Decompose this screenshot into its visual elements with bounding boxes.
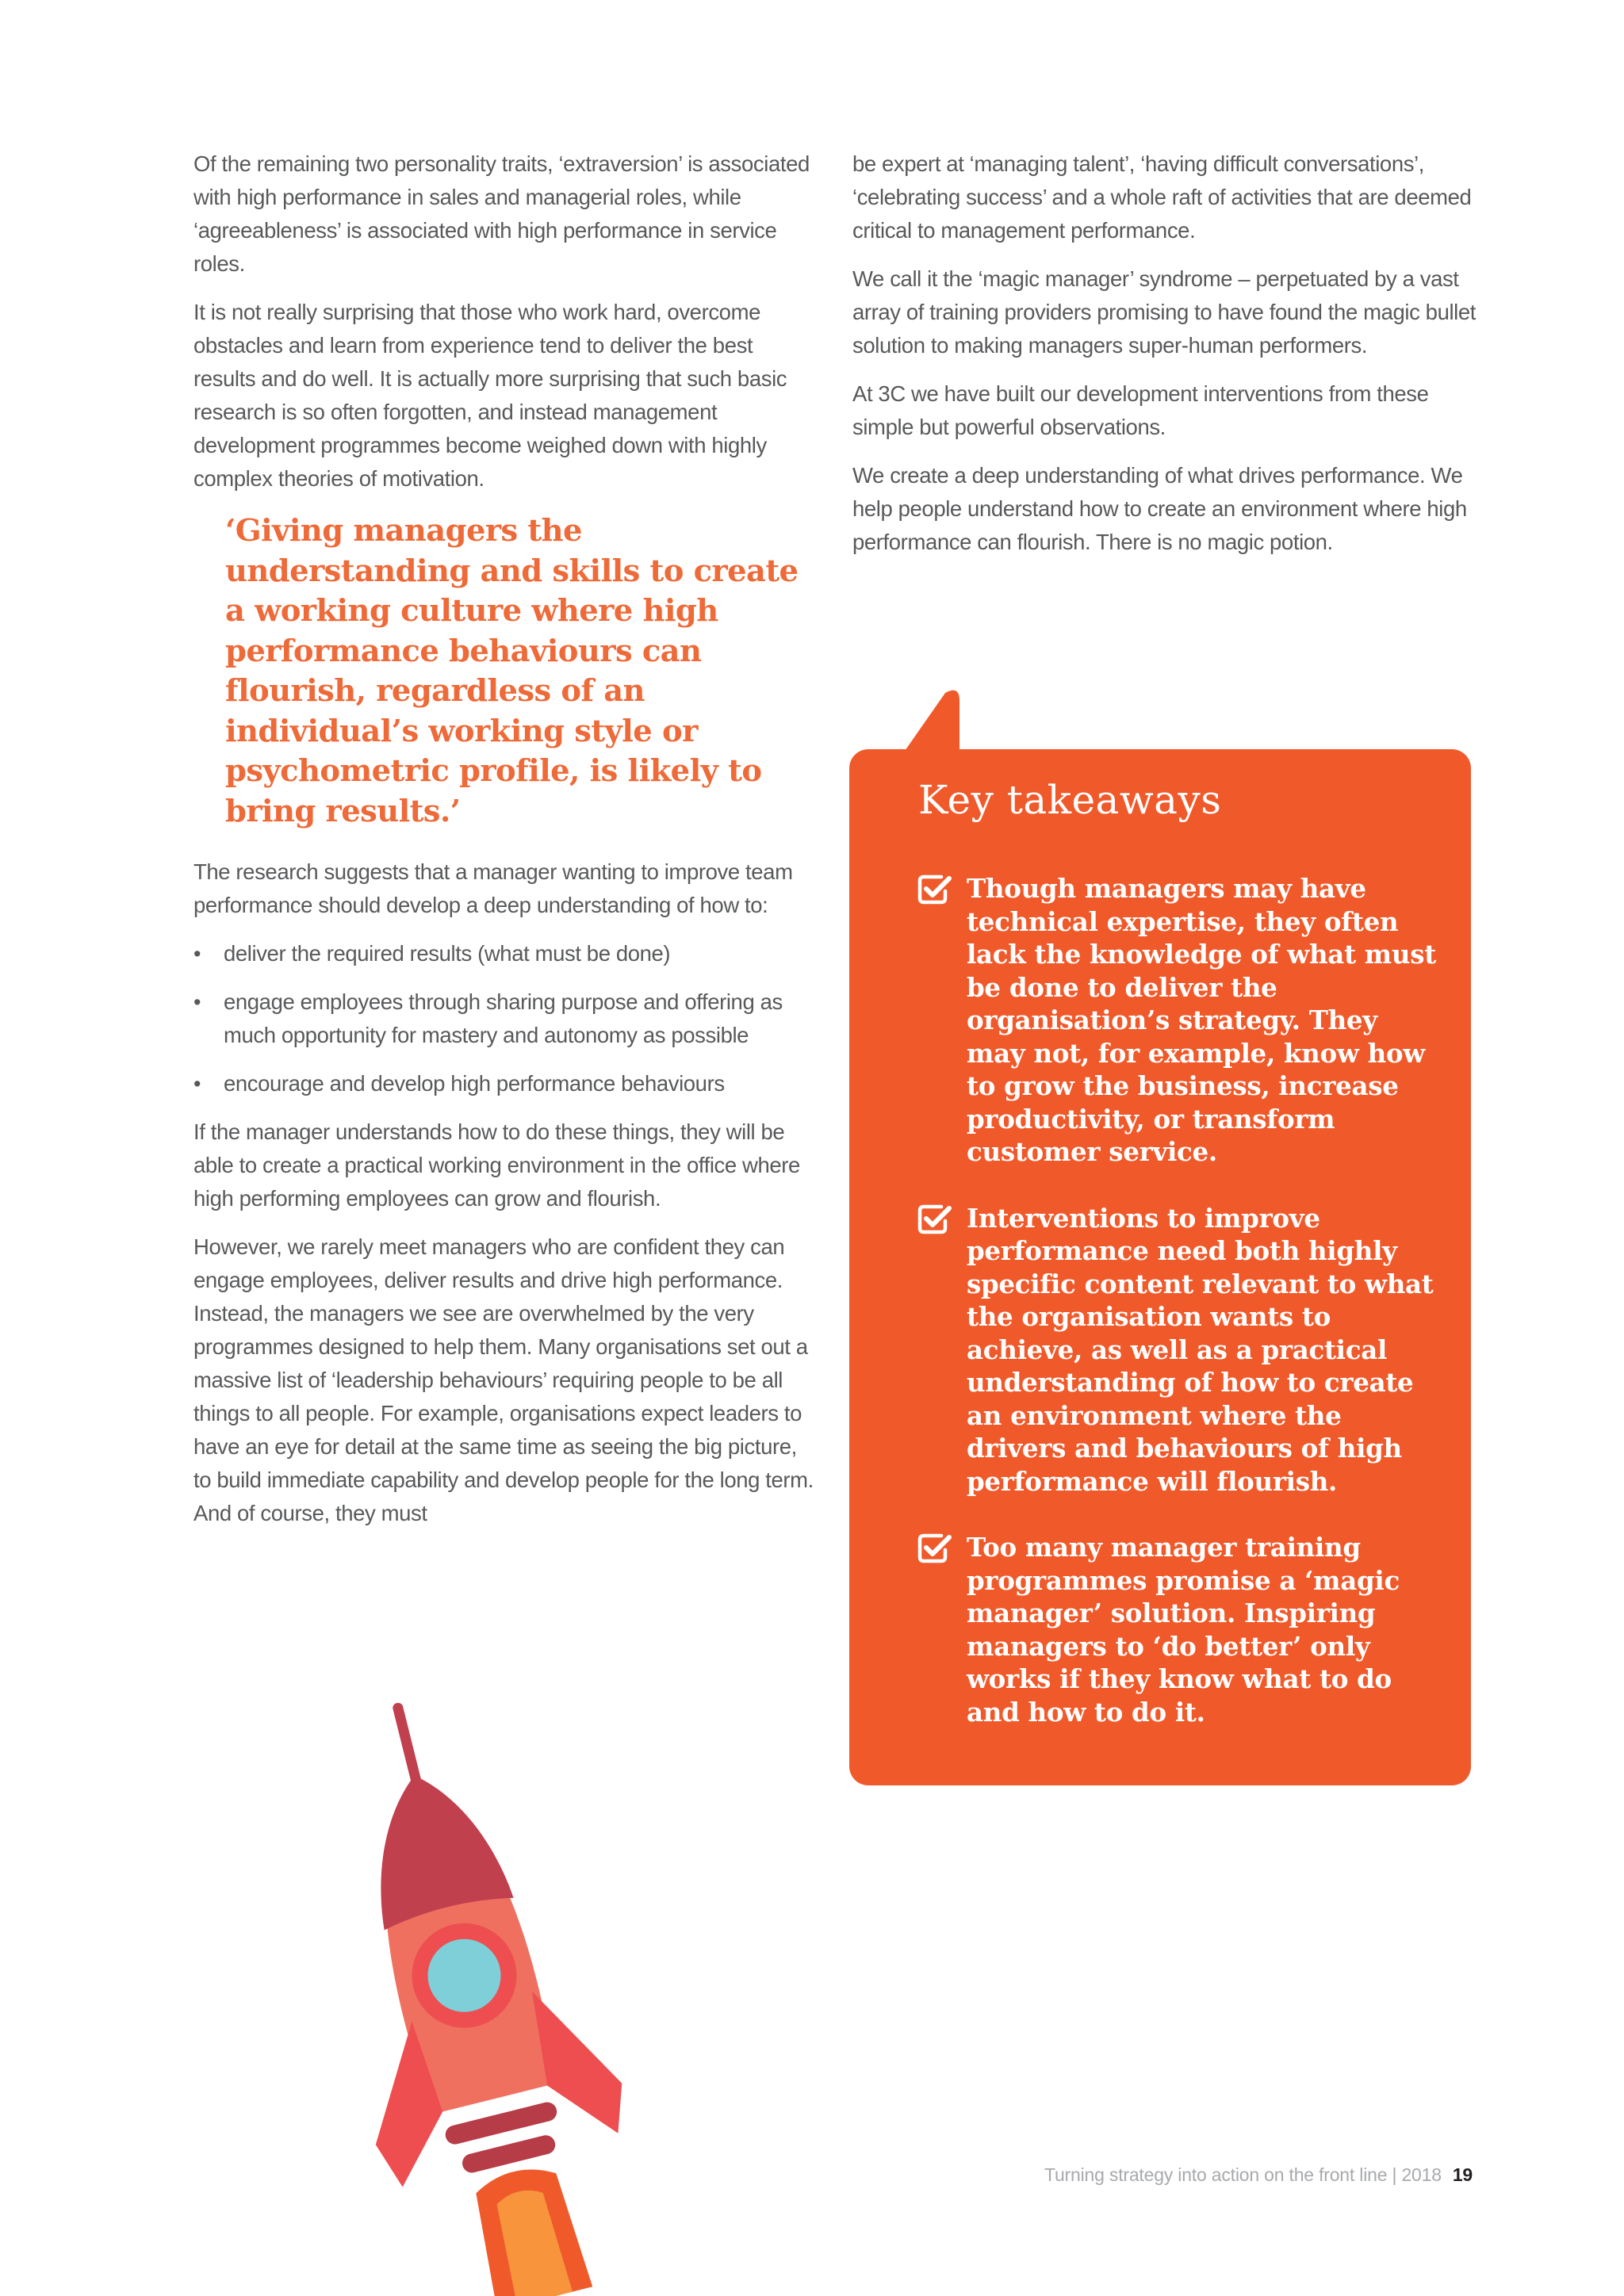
- list-item: [193, 937, 820, 970]
- left-paragraph-1: Of the remaining two personality traits, ‘extraversion’ is associated with high performance in sales and managerial roles, while ‘agreeableness’ is associated with high performance in service roles.: [193, 151, 810, 276]
- right-paragraph-3: At 3C we have built our development interventions from these simple but powerful observations.: [852, 381, 1429, 439]
- key-takeaways-list: [917, 872, 1441, 1762]
- list-item-text: deliver the required results (what must be done): [224, 941, 671, 966]
- key-takeaways-title: Key takeaways: [918, 777, 1222, 823]
- takeaway-item: [917, 1531, 1441, 1728]
- left-paragraph-5: However, we rarely meet managers who are confident they can engage employees, deliver results and drive high performance. Instead, the managers we see are overwhelmed by the very programmes designed to help them. Many organisations set out a massive list of ‘leadership behaviours’ requiring people to be all things to all people. For example, organisations expect leaders to have an eye for detail at the same time as seeing the big picture, to build immediate capability and develop people for the long term. And of course, they must: [193, 1234, 814, 1525]
- takeaway-item: [917, 1202, 1441, 1498]
- footer-title: Turning strategy into action on the front line | 2018: [1044, 2164, 1442, 2185]
- takeaway-text: Though managers may have technical expertise, they often lack the knowledge of what must be done to deliver the organisation’s strategy. They may not, for example, know how to grow the business, increase productivity, or transform customer service.: [967, 873, 1436, 1167]
- right-paragraph-2: We call it the ‘magic manager’ syndrome – perpetuated by a vast array of training providers promising to have found the magic bullet solution to making managers super-human performers.: [852, 266, 1477, 358]
- left-paragraph-2: It is not really surprising that those who work hard, overcome obstacles and learn from experience tend to deliver the best results and do well. It is actually more surprising that such basic research is so often forgotten, and instead management development programmes become weighed down with highly complex theories of motivation.: [193, 300, 787, 491]
- checkbox-checked-icon: [917, 1533, 952, 1568]
- bullet-dot: •: [193, 1072, 201, 1096]
- bullet-dot: •: [193, 942, 201, 966]
- list-item: [193, 985, 820, 1052]
- takeaway-text: Too many manager training programmes promise a ‘magic manager’ solution. Inspiring managers to ‘do better’ only works if they know what to do and how to do it.: [967, 1532, 1400, 1728]
- rocket-icon: [317, 1689, 650, 2296]
- left-paragraph-3: The research suggests that a manager wanting to improve team performance should develop a deep understanding of how to:: [193, 859, 793, 917]
- bullet-list: [193, 937, 820, 1100]
- list-item-text: encourage and develop high performance behaviours: [224, 1071, 725, 1096]
- left-column: [193, 147, 820, 1545]
- bullet-dot: •: [193, 990, 201, 1014]
- checkbox-checked-icon: [917, 874, 952, 909]
- list-item-text: engage employees through sharing purpose and offering as much opportunity for mastery and autonomy as possible: [224, 989, 783, 1047]
- right-paragraph-1: be expert at ‘managing talent’, ‘having difficult conversations’, ‘celebrating success’ and a whole raft of activities that are deemed critical to management performance.: [852, 151, 1472, 243]
- takeaway-item: [917, 872, 1441, 1169]
- takeaway-text: Interventions to improve performance need both highly specific content relevant to what the organisation wants to achieve, as well as a practical understanding of how to create an environment where the drivers and behaviours of high performance will flourish.: [967, 1202, 1434, 1497]
- list-item: [193, 1067, 820, 1100]
- right-column: [852, 147, 1479, 574]
- page-number: 19: [1452, 2164, 1473, 2185]
- checkbox-checked-icon: [917, 1203, 952, 1239]
- right-paragraph-4: We create a deep understanding of what drives performance. We help people understand how to create an environment where high performance can flourish. There is no magic potion.: [852, 463, 1467, 554]
- page-footer: [1044, 2164, 1473, 2186]
- pull-quote: ‘Giving managers the understanding and skills to create a working culture where high performance behaviours can flourish, regardless of an individual’s working style or psychometric profile, is likely to bring results.’: [225, 513, 799, 829]
- left-paragraph-4: If the manager understands how to do these things, they will be able to create a practical working environment in the office where high performing employees can grow and flourish.: [193, 1119, 800, 1211]
